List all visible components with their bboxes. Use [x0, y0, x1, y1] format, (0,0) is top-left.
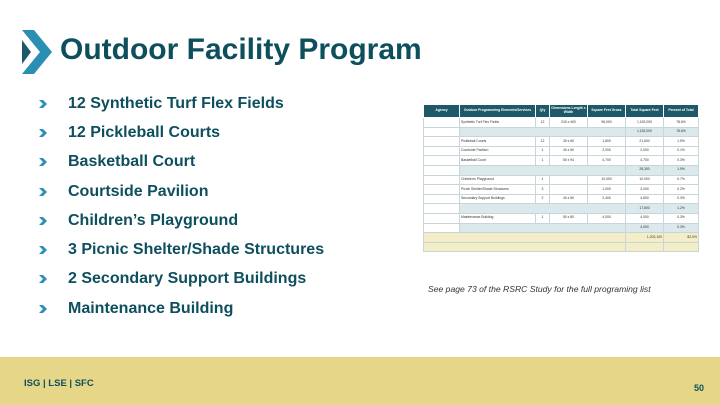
table-cell — [460, 204, 626, 214]
table-row — [424, 127, 699, 137]
table-cell: Picnic Shelter/Shade Structures — [460, 185, 536, 195]
table-row — [424, 118, 699, 128]
table-header: Total Square Feet — [626, 105, 664, 118]
table-cell: Maintenance Building — [460, 213, 536, 223]
table-row — [424, 165, 699, 175]
table-cell: 1,202,100 — [626, 233, 664, 243]
table-cell: 2,400 — [588, 194, 626, 204]
table-cell: Synthetic Turf Flex Fields — [460, 118, 536, 128]
table-cell — [460, 127, 626, 137]
table-cell: 1.9% — [664, 165, 699, 175]
bullet-item — [38, 265, 324, 294]
table-cell: Secondary Support Buildings — [460, 194, 536, 204]
table-header: Agency — [424, 105, 460, 118]
table-cell: 1.5% — [664, 137, 699, 147]
table-cell: 82.0% — [664, 233, 699, 243]
footer-firms: ISG | LSE | SFC — [24, 378, 94, 389]
table-cell: 4,800 — [626, 194, 664, 204]
bullet-text: 12 Pickleball Courts — [68, 123, 221, 141]
table-cell: 3,000 — [626, 185, 664, 195]
table-cell: 1 — [536, 213, 550, 223]
bullet-text: 3 Picnic Shelter/Shade Structures — [68, 241, 325, 259]
table-cell: 0.3% — [664, 213, 699, 223]
table-cell: Courtside Pavilion — [460, 146, 536, 156]
chevron-logo-icon — [22, 30, 52, 74]
chevron-bullet-icon — [38, 157, 48, 167]
table-cell: 96,000 — [588, 118, 626, 128]
table-cell: 40 x 60 — [550, 194, 588, 204]
table-cell: 12 — [536, 118, 550, 128]
table-cell: 1,800 — [588, 137, 626, 147]
bullet-item — [38, 177, 324, 206]
table-cell — [424, 233, 626, 243]
table-cell: 21,600 — [626, 137, 664, 147]
table-cell: 1 — [536, 156, 550, 166]
table-cell: 50 x 80 — [550, 213, 588, 223]
table-cell: 4,000 — [626, 213, 664, 223]
table-cell — [424, 127, 460, 137]
table-header: Dimensions Length x Width — [550, 105, 588, 118]
table-row — [424, 204, 699, 214]
table-cell: 0.2% — [664, 185, 699, 195]
chevron-bullet-icon — [38, 245, 48, 255]
table-cell: 0.7% — [664, 175, 699, 185]
table-cell — [424, 185, 460, 195]
table-cell: 0.3% — [664, 223, 699, 233]
table-row — [424, 156, 699, 166]
table-row — [424, 137, 699, 147]
table-header: Percent of Total — [664, 105, 699, 118]
table-cell: Basketball Court — [460, 156, 536, 166]
table-row — [424, 194, 699, 204]
table-cell: 50 x 94 — [550, 156, 588, 166]
table-header-row — [424, 105, 699, 118]
footer-bar — [0, 357, 720, 405]
bullet-text: Maintenance Building — [68, 299, 234, 317]
table-cell — [424, 146, 460, 156]
chevron-bullet-icon — [38, 304, 48, 314]
table-row — [424, 242, 699, 252]
table-cell: 1,152,000 — [626, 127, 664, 137]
bullet-text: Basketball Court — [68, 153, 196, 171]
table-cell: 240 x 400 — [550, 118, 588, 128]
chevron-bullet-icon — [38, 128, 48, 138]
table-cell — [424, 137, 460, 147]
chevron-bullet-icon — [38, 274, 48, 284]
table-row — [424, 213, 699, 223]
table-cell: 1.2% — [664, 204, 699, 214]
table-cell — [424, 194, 460, 204]
table-cell: 2,000 — [626, 146, 664, 156]
table-cell: 28,300 — [626, 165, 664, 175]
table-row — [424, 185, 699, 195]
table-header: Square Feet Gross — [588, 105, 626, 118]
table-cell: 12 — [536, 137, 550, 147]
table-cell: 4,000 — [588, 213, 626, 223]
table-cell: 1 — [536, 146, 550, 156]
table-cell: 0.3% — [664, 156, 699, 166]
table-cell: 78.6% — [664, 127, 699, 137]
table-cell: Children's Playground — [460, 175, 536, 185]
table-cell: 2,000 — [588, 146, 626, 156]
bullet-item — [38, 206, 324, 235]
table-header: Qty — [536, 105, 550, 118]
table-cell — [424, 165, 460, 175]
table-cell — [424, 213, 460, 223]
table-cell: 30 x 60 — [550, 137, 588, 147]
table-cell — [460, 223, 626, 233]
table-cell: 3 — [536, 185, 550, 195]
program-table-image — [423, 104, 698, 272]
table-caption: See page 73 of the RSRC Study for the full programing list — [428, 284, 651, 294]
table-cell — [424, 223, 460, 233]
table-cell: 4,700 — [588, 156, 626, 166]
table-cell: 1,152,000 — [626, 118, 664, 128]
chevron-bullet-icon — [38, 99, 48, 109]
bullet-text: 2 Secondary Support Buildings — [68, 270, 307, 288]
table-cell: 1,000 — [588, 185, 626, 195]
table-cell — [460, 165, 626, 175]
table-cell: 0.1% — [664, 146, 699, 156]
table-cell: 40 x 50 — [550, 146, 588, 156]
table-row — [424, 175, 699, 185]
program-bullet-list — [38, 89, 324, 323]
table-cell — [424, 204, 460, 214]
table-cell: 10,000 — [626, 175, 664, 185]
table-cell: 4,000 — [626, 223, 664, 233]
table-cell: 10,000 — [588, 175, 626, 185]
bullet-item — [38, 235, 324, 264]
table-row — [424, 146, 699, 156]
bullet-text: Children’s Playground — [68, 211, 239, 229]
table-cell: 17,800 — [626, 204, 664, 214]
bullet-item — [38, 89, 324, 118]
bullet-item — [38, 294, 324, 323]
table-row — [424, 233, 699, 243]
table-cell: 2 — [536, 194, 550, 204]
table-cell: 0.3% — [664, 194, 699, 204]
bullet-item — [38, 118, 324, 147]
table-cell: Pickleball Courts — [460, 137, 536, 147]
table-cell — [424, 242, 626, 252]
slide-title: Outdoor Facility Program — [60, 33, 422, 66]
table-cell: 4,700 — [626, 156, 664, 166]
table-header: Outdoor Programming Elements/Services — [460, 105, 536, 118]
table-cell — [424, 118, 460, 128]
table-cell — [550, 185, 588, 195]
table-cell: 78.6% — [664, 118, 699, 128]
page-number: 50 — [693, 383, 704, 393]
bullet-item — [38, 148, 324, 177]
table-cell — [664, 242, 699, 252]
table-cell — [626, 242, 664, 252]
chevron-bullet-icon — [38, 187, 48, 197]
bullet-text: 12 Synthetic Turf Flex Fields — [68, 94, 284, 112]
program-table — [423, 104, 699, 252]
bullet-text: Courtside Pavilion — [68, 182, 209, 200]
table-body — [424, 118, 699, 252]
table-row — [424, 223, 699, 233]
chevron-bullet-icon — [38, 216, 48, 226]
table-cell — [424, 175, 460, 185]
table-cell: 1 — [536, 175, 550, 185]
table-cell — [550, 175, 588, 185]
table-cell — [424, 156, 460, 166]
